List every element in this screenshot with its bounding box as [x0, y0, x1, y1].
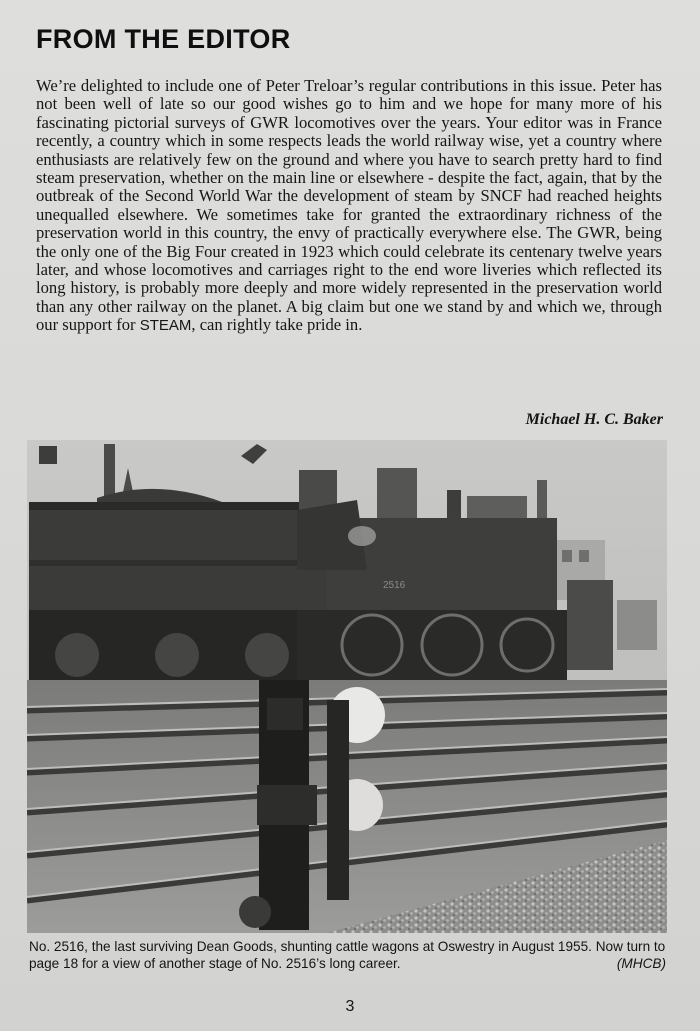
- author-signature: Michael H. C. Baker: [525, 411, 663, 428]
- photo-credit: (MHCB): [616, 956, 666, 971]
- page-number: 3: [345, 998, 355, 1015]
- editorial-text: [36, 77, 662, 336]
- steam-magazine-name: STEAM: [139, 317, 192, 335]
- tender: [29, 489, 329, 680]
- photo-caption: [29, 938, 669, 972]
- locomotive-photo: [27, 440, 667, 933]
- editorial-text-main: We’re delighted to include one of Peter Treloar’s regular contributions in this issue. Peter has not been well of late so our good wishes go to him and we hope for many more of his fascinating pictorial surveys of GWR locomotives over the years. Your editor was in France recently, a country which in some respects leads the world railway wise, yet a country where enthusiasts are relatively few on the ground and where you have to search pretty hard to find steam preservation, whether on the main line or elsewhere - despite the fact, again, that by the outbreak of the Second World War the development of steam by SNCF had reached heights unequalled elsewhere. We sometimes take for granted the extraordinary richness of the preservation world in this country, the envy of practically everywhere else. The GWR, being the only one of the Big Four created in 1923 which could celebrate its centenary twelve years later, and whose locomotives and carriages right to the end wore liveries which reflected its long history, is probably more deeply and more widely represented in the preservation world than any other railway on the planet. A big claim but one we stand by and which we, through our support for: [36, 76, 662, 335]
- photo-caption-text: No. 2516, the last surviving Dean Goods, shunting cattle wagons at Oswestry in August 1955. Now turn to page 18 for a view of another stage of No. 2516’s long career.: [29, 939, 666, 971]
- page-heading: FROM THE EDITOR: [36, 24, 291, 54]
- editorial-text-end: , can rightly take pride in.: [191, 315, 363, 335]
- locomotive-number-plate: 2516: [383, 580, 406, 591]
- locomotive-photo-illustration: [27, 440, 667, 933]
